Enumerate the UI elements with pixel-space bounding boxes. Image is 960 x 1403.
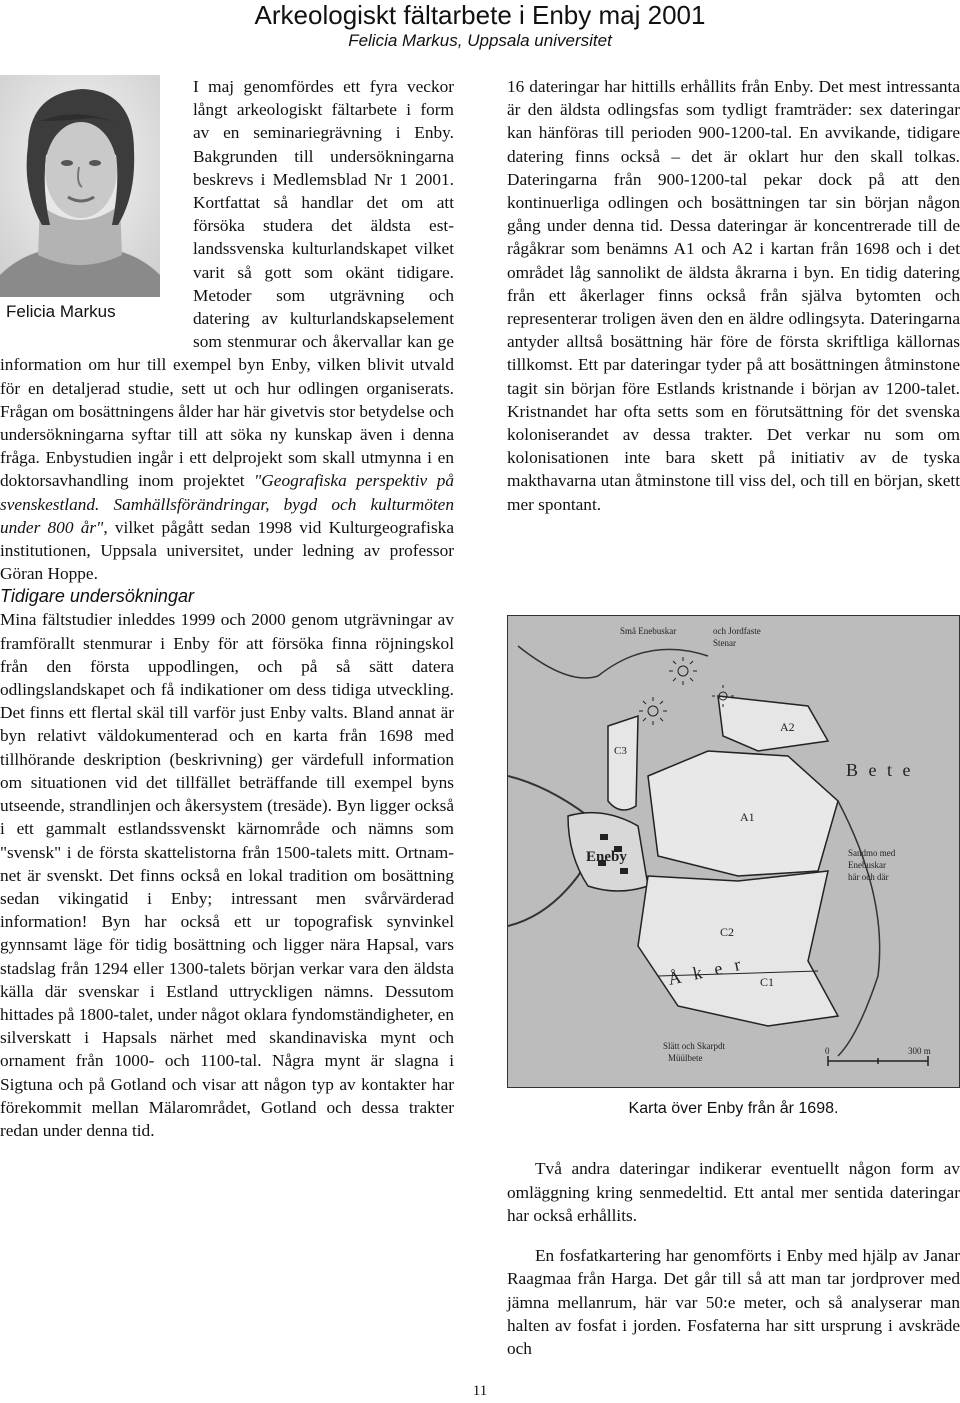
map-label-slatt: Slätt och Skarpdt: [663, 1041, 725, 1051]
map-label-mullbete: Müülbete: [668, 1053, 703, 1063]
map-label-c1: C1: [760, 975, 775, 989]
late-datings-paragraph: Två andra dateringar indikerar eventuellt någon form av omläggning kring senmedeltid. Ett antal mer sentida dateringar har också erhållits.: [507, 1159, 960, 1225]
section-heading: Tidigare undersökningar: [0, 586, 194, 607]
map-label-bete: B e t e: [846, 760, 914, 780]
photo-float-spacer: [0, 75, 193, 343]
photo-caption: Felicia Markus: [6, 302, 116, 321]
article-byline: Felicia Markus, Uppsala universitet: [348, 31, 612, 50]
map-label-sandmo: Sandmo med: [848, 848, 896, 858]
body-paragraph: Mina fältstudier inleddes 1999 och 2000 genom utgrävningar av framförallt stenmurar i Enby för att försöka finna röjningskol från den första uppodlingen, och på så sätt datera odlingslandskapet och få indikationer om dess tidiga utveckling. Det finns ett flertal skäl till varför just Enby valts. Bland annat är byn relativt väldokumenterad och en karta från 1698 med tillhörande deskription (beskrivning) ger värdefull information om situationen vid det tillfället beträffande till exempel byns utseende, strandlinjen och åkersystem (tresäde). Byn ligger också i ett gammalt estlandssvenskt kärnområde och nämns som "svensk" i de första skattelistorna från 1500-talets mitt. Ortnamnet är svenskt. Det finns också en lokal tradition om bosättning sedan vikingatid i Enby; intressant men svårvärderad information! Byn har också ett ur topografisk synvinkel gynnsamt läge för tidig bosättning och ligger nära Hapsal, vars stadslag från 1294 eller 1300-talets början verkar vara den äldsta källa där svenskar i Estland uttryckligen nämns. Dessutom hittades på 1800-talet, under något oklara fyndomständigheter, en silverskatt i Hapsals närhet med skandinaviska mynt och ornament från 1000- och 1100-tal. Några mynt är slagna i Sigtuna och på Gotland och visar att någon typ av kontakter har förekommit mellan Mälarområdet, Gotland och dessa trakter redan under denna tid.: [0, 610, 454, 1140]
map-drawing: [508, 616, 958, 1086]
map-scale-zero: 0: [825, 1046, 830, 1056]
map-label-jordfaste: och Jordfaste: [713, 626, 761, 636]
datings-paragraph: 16 dateringar har hittills erhållits från Enby. Det mest intressanta är den äldsta odlingsfas som tydligt framträder: sex dateringar kan hänföras till perioden 900-1200-tal. En avvikande, tidigare datering finns också – det är oklart hur den skall tolkas. Dateringarna från 900-1200-tal pekar dock på att den kontinuerliga odlingen och bosättningen tar sin början någon gång under denna tid. Dessa dateringar är koncentrerade till de rågåkrar som benämns A1 och A2 i kartan från 1698 och i det området låg sannolikt de äldsta åkrarna i byn. En tidig datering från ett åkerlager finns också från själva bytomten och representerar troligen även den en äldre odlingsyta. Dateringarna antyder alltså bosättning här före de första skriftliga källornas tillkomst. Ett par dateringar tyder på att bosättningen åtminstone tagit sin början före Estlands kristnande i början av 1200-talet. Kristnandet har ofta setts som en förutsättning för det svenska koloniserandet av dessa trakter. Det verkar nu som om kolonisationen inte bara skett på initiativ av de tyska makthavarna utan åtminstone till viss del, och till en början, skett mer spontant.: [507, 77, 960, 514]
map-label-sandmo-dar: här och där: [848, 872, 889, 882]
map-caption: Karta över Enby från år 1698.: [628, 1100, 839, 1117]
map-label-c2: C2: [720, 925, 735, 939]
map-label-eneby: Eneby: [586, 849, 627, 865]
map-scale-300: 300 m: [908, 1046, 931, 1056]
map-1698: [507, 615, 960, 1088]
intro-paragraph: I maj genomfördes ett fyra veckor långt arkeologiskt fältarbete i form av en seminariegrävning i Enby. Bakgrunden till undersökningarna beskrevs i Medlemsblad Nr 1 2001. Kortfattat så handlar det om att försöka studera det äldsta estlandssvenska kulturlandskapet vilket varit så gott som okänt tidigare. Metoder som utgrävning och datering av kulturlandskapselement som stenmurar och åkervallar kan ge information om hur till exempel byn Enby, vilken blivit utvald för en detaljerad studie, sett ut och hur odlingen organiserats. Frågan om bosättningens ålder har här givetvis stor betydelse och undersökningarna syftar till att söka ny kunskap även i denna fråga. Enbystudien ingår i ett delprojekt som skall utmynna i en doktorsavhandling inom projektet "Geografiska perspektiv på svenskestland. Samhällsförändringar, bygd och kulturmöten under 800 år", vilket pågått sedan 1998 vid Kulturgeografiska institutionen, Uppsala universitet, under ledning av professor Göran Hoppe.: [0, 77, 454, 584]
right-column-top: [507, 75, 960, 516]
map-label-a1: A1: [740, 810, 755, 824]
map-label-a2: A2: [780, 720, 795, 734]
page-number: 11: [472, 1383, 488, 1399]
map-label-sandmo-enebuskar: Enebuskar: [848, 860, 886, 870]
phosphate-paragraph: En fosfatkartering har genomförts i Enby med hjälp av Janar Raagmaa från Harga. Det går till så att man tar jordprover med jämna mellanrum, här var 50:e meter, och så analyserar man halten av fosfat i jorden. Fosfaterna har sitt ursprung i avskräde och: [507, 1246, 960, 1359]
map-label-enebuskar: Små Enebuskar: [620, 626, 677, 636]
article-title: Arkeologiskt fältarbete i Enby maj 2001: [254, 0, 706, 30]
map-label-stenar: Stenar: [713, 638, 736, 648]
map-label-aker: Å k e r: [666, 953, 747, 989]
right-column-bottom: [507, 1140, 960, 1378]
left-column: [0, 75, 454, 1142]
map-label-c3: C3: [614, 745, 627, 757]
